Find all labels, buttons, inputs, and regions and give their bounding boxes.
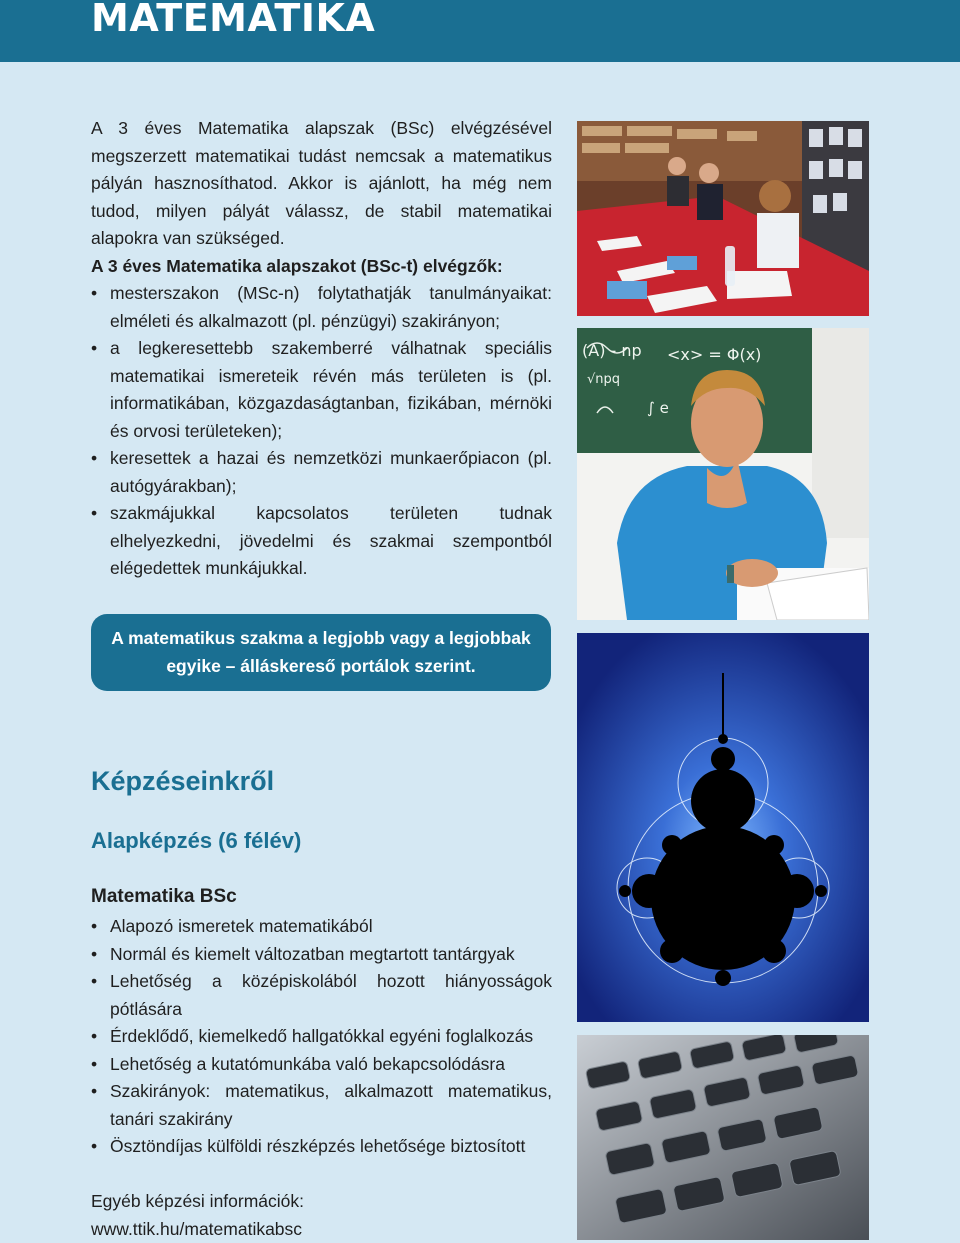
program-bullet-list: [91, 913, 552, 1161]
calculator-keypad-photo: [577, 1035, 869, 1240]
more-info: [91, 1188, 304, 1243]
list-item: • mesterszakon (MSc-n) folytathatják tanulmányaikat: elméleti és alkalmazott (pl. pénzügyi) szakirányon;: [91, 280, 552, 335]
list-item: • a legkeresettebb szakemberré válhatnak speciális matematikai ismereteik révén más területen is (pl. informatikában, közgazdaságtanban, fizikában, mérnöki és orvosi területeken);: [91, 335, 552, 445]
intro-bullet-list: [91, 280, 552, 583]
program-section: [91, 913, 552, 1161]
section-subtitle: Alapképzés (6 félév): [91, 828, 301, 854]
library-students-photo: [577, 121, 869, 316]
list-item: • szakmájukkal kapcsolatos területen tudnak elhelyezkedni, jövedelmi és szakmai szempontból elégedettek munkájukkal.: [91, 500, 552, 583]
section-title: Képzéseinkről: [91, 766, 274, 797]
callout-box: [91, 614, 551, 691]
intro-section: [91, 115, 552, 583]
intro-paragraph: A 3 éves Matematika alapszak (BSc) elvégzésével megszerzett matematikai tudást nemcsak a matematikus pályán hasznosíthatod. Akkor is ajánlott, ha még nem tudod, milyen pályát válassz, de stabil matematikai alapokra van szükséged.: [91, 115, 552, 253]
blackboard-formula: √npq: [587, 372, 620, 387]
list-item: • Szakirányok: matematikus, alkalmazott matematikus, tanári szakirány: [91, 1078, 552, 1133]
intro-bold-line: A 3 éves Matematika alapszakot (BSc-t) elvégzők:: [91, 253, 552, 281]
list-item: • Ösztöndíjas külföldi részképzés lehetősége biztosított: [91, 1133, 552, 1161]
blackboard-formula: (A) - np: [582, 341, 642, 360]
page-header: [0, 0, 960, 62]
list-item: • Lehetőség a kutatómunkába való bekapcsolódásra: [91, 1051, 552, 1079]
blackboard-formula: <x> = Φ(x): [667, 345, 761, 364]
more-info-link[interactable]: www.ttik.hu/matematikabsc: [91, 1216, 304, 1243]
mandelbrot-fractal-image: [577, 633, 869, 1022]
list-item: • Érdeklődő, kiemelkedő hallgatókkal egyéni foglalkozás: [91, 1023, 552, 1051]
student-at-blackboard-photo: [577, 328, 869, 620]
list-item: • Lehetőség a középiskolából hozott hiányosságok pótlására: [91, 968, 552, 1023]
list-item: • keresettek a hazai és nemzetközi munkaerőpiacon (pl. autógyárakban);: [91, 445, 552, 500]
list-item: • Alapozó ismeretek matematikából: [91, 913, 552, 941]
list-item: • Normál és kiemelt változatban megtartott tantárgyak: [91, 941, 552, 969]
more-info-label: Egyéb képzési információk:: [91, 1188, 304, 1216]
blackboard-formula: ∫ e: [647, 399, 669, 417]
callout-text: A matematikus szakma a legjobb vagy a legjobbak egyike – álláskereső portálok szerint.: [101, 625, 541, 680]
program-title: Matematika BSc: [91, 886, 237, 908]
page-title: MATEMATIKA: [91, 0, 375, 40]
